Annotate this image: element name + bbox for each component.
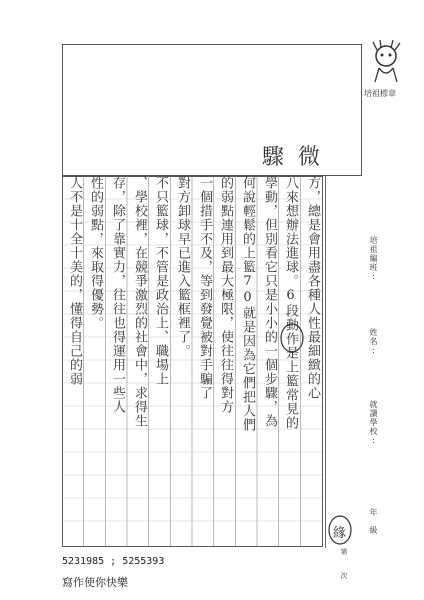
teacher-comment: 驟微: [262, 145, 335, 170]
stamp-label: 培祖標章: [364, 89, 396, 98]
school-label: 就讀學校:: [369, 400, 378, 446]
page-label: 第 次: [340, 548, 348, 580]
essay-column: 何說輕鬆的上籃70就是因為它們把人們: [240, 176, 255, 432]
essay-column: 方，總是會用盡各種人性最細緻的心: [305, 176, 320, 400]
essay-column: 學動，但別看它只是小小的一個步驟，為: [262, 176, 277, 428]
essay-column: 人不是十全十美的，懂得自己的弱: [67, 176, 82, 386]
essay-column: 、學校裡，在競爭激烈的社會中，求得生: [132, 176, 147, 428]
essay-column: 性的弱點，來取得優勢。: [88, 176, 103, 330]
name-label: 姓名:: [369, 328, 378, 356]
essay-column: 的弱點連用到最大極限，使往往得對方: [218, 176, 233, 414]
student-info-panel: [325, 176, 361, 548]
grade-label: 年 級: [369, 508, 378, 535]
essay-column: 對方卸球早已進入籃框裡了。: [175, 176, 190, 358]
essay-column: 存，除了靠實力，往往也得運用一些人: [110, 176, 125, 414]
essay-column: 八來想辦法進球。6段動作是上籃常見的: [283, 176, 298, 430]
footer-slogan: 寫作使你快樂: [62, 576, 128, 589]
essay-column: 不只籃球，不管是政治上、職場上: [153, 176, 168, 386]
student-id-numbers: 5231985 ; 5255393: [62, 556, 165, 567]
essay-column: 一個措手不及，等到發覺被對手騙了: [197, 176, 212, 400]
mascot-stamp-icon: [365, 38, 407, 88]
circled-char: 緣: [333, 526, 347, 541]
class-label: 培祖編班:: [369, 236, 378, 282]
